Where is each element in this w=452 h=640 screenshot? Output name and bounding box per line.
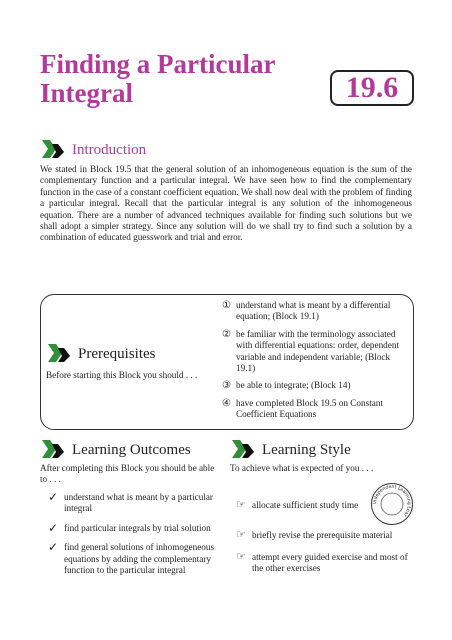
list-item-text: have completed Block 19.5 on Constant Coefficient Equations xyxy=(236,397,383,420)
list-item xyxy=(222,329,408,375)
list-item-text: understand what is meant by a differential equation; (Block 19.1) xyxy=(236,300,391,322)
list-item-text: find general solutions of inhomogeneous equations by adding the complementary function to the particular integral xyxy=(64,542,215,576)
list-item xyxy=(236,552,416,575)
list-item-text: find particular integrals by trial solution xyxy=(64,522,211,533)
circled-number: ③ xyxy=(222,380,231,392)
checkmark-icon: ✓ xyxy=(48,490,59,504)
introduction-heading: Introduction xyxy=(72,142,147,158)
chevron-flag-icon xyxy=(46,342,72,364)
learning-outcomes-heading: Learning Outcomes xyxy=(72,442,191,458)
circled-number: ① xyxy=(222,300,231,311)
circled-number: ④ xyxy=(222,397,231,409)
learning-outcomes-intro: After completing this Block you should be able to . . . xyxy=(40,463,215,485)
list-item-text: attempt every guided exercise and most of the other exercises xyxy=(252,552,408,574)
list-item-text: briefly revise the prerequisite material xyxy=(252,530,393,540)
pointing-hand-icon: ☞ xyxy=(236,551,246,563)
prerequisites-heading: Prerequisites xyxy=(78,346,156,362)
list-item xyxy=(236,530,416,541)
checkmark-icon: ✓ xyxy=(48,540,59,555)
title-line-1: Finding a Particular xyxy=(40,49,276,79)
learning-outcomes-list xyxy=(48,492,228,584)
list-item-text: be able to integrate; (Block 14) xyxy=(236,380,351,391)
chevron-flag-icon xyxy=(230,438,256,460)
circled-number: ② xyxy=(222,328,231,340)
study-stamp-icon xyxy=(370,482,414,526)
prerequisites-list xyxy=(222,300,408,427)
learning-style-heading: Learning Style xyxy=(262,442,351,458)
chevron-flag-icon xyxy=(40,138,66,160)
prerequisites-intro: Before starting this Block you should . . . xyxy=(46,370,198,380)
checkmark-icon: ✓ xyxy=(48,520,59,535)
list-item-text: be familiar with the terminology associated with differential equations: order, dependent variable and independent variable; (Block 19.1) xyxy=(236,328,399,374)
block-number-badge: 19.6 xyxy=(330,70,414,106)
list-item xyxy=(48,542,228,576)
introduction-text: We stated in Block 19.5 that the general solution of an inhomogeneous equation is the sum of the complementary function and a particular integral. We have seen how to find the complementary function in the case of a constant coefficient equation. We shall now deal with the problem of finding a particular integral. Recall that the particular integral is any solution of the inhomogeneous equation. There are a number of advanced techniques available for finding such solutions but we shall adopt a simpler strategy. Since any solution will do we shall try to find such a solution by a combination of educated guesswork and trial and error. xyxy=(40,164,412,243)
list-item xyxy=(222,398,408,421)
pointing-hand-icon: ☞ xyxy=(236,499,246,511)
list-item xyxy=(236,500,376,511)
pointing-hand-icon: ☞ xyxy=(236,529,246,541)
list-item xyxy=(48,520,228,535)
list-item xyxy=(222,380,408,391)
page-title xyxy=(40,50,330,108)
list-item-text: understand what is meant by a particular integral xyxy=(64,492,213,514)
list-item xyxy=(222,300,408,323)
learning-style-intro: To achieve what is expected of you . . . xyxy=(230,463,374,473)
title-line-2: Integral xyxy=(40,78,133,108)
list-item-text: allocate sufficient study time xyxy=(252,500,359,510)
chevron-flag-icon xyxy=(40,438,66,460)
list-item xyxy=(48,492,228,515)
stamp-text: Independent Learning Lear xyxy=(372,484,412,518)
